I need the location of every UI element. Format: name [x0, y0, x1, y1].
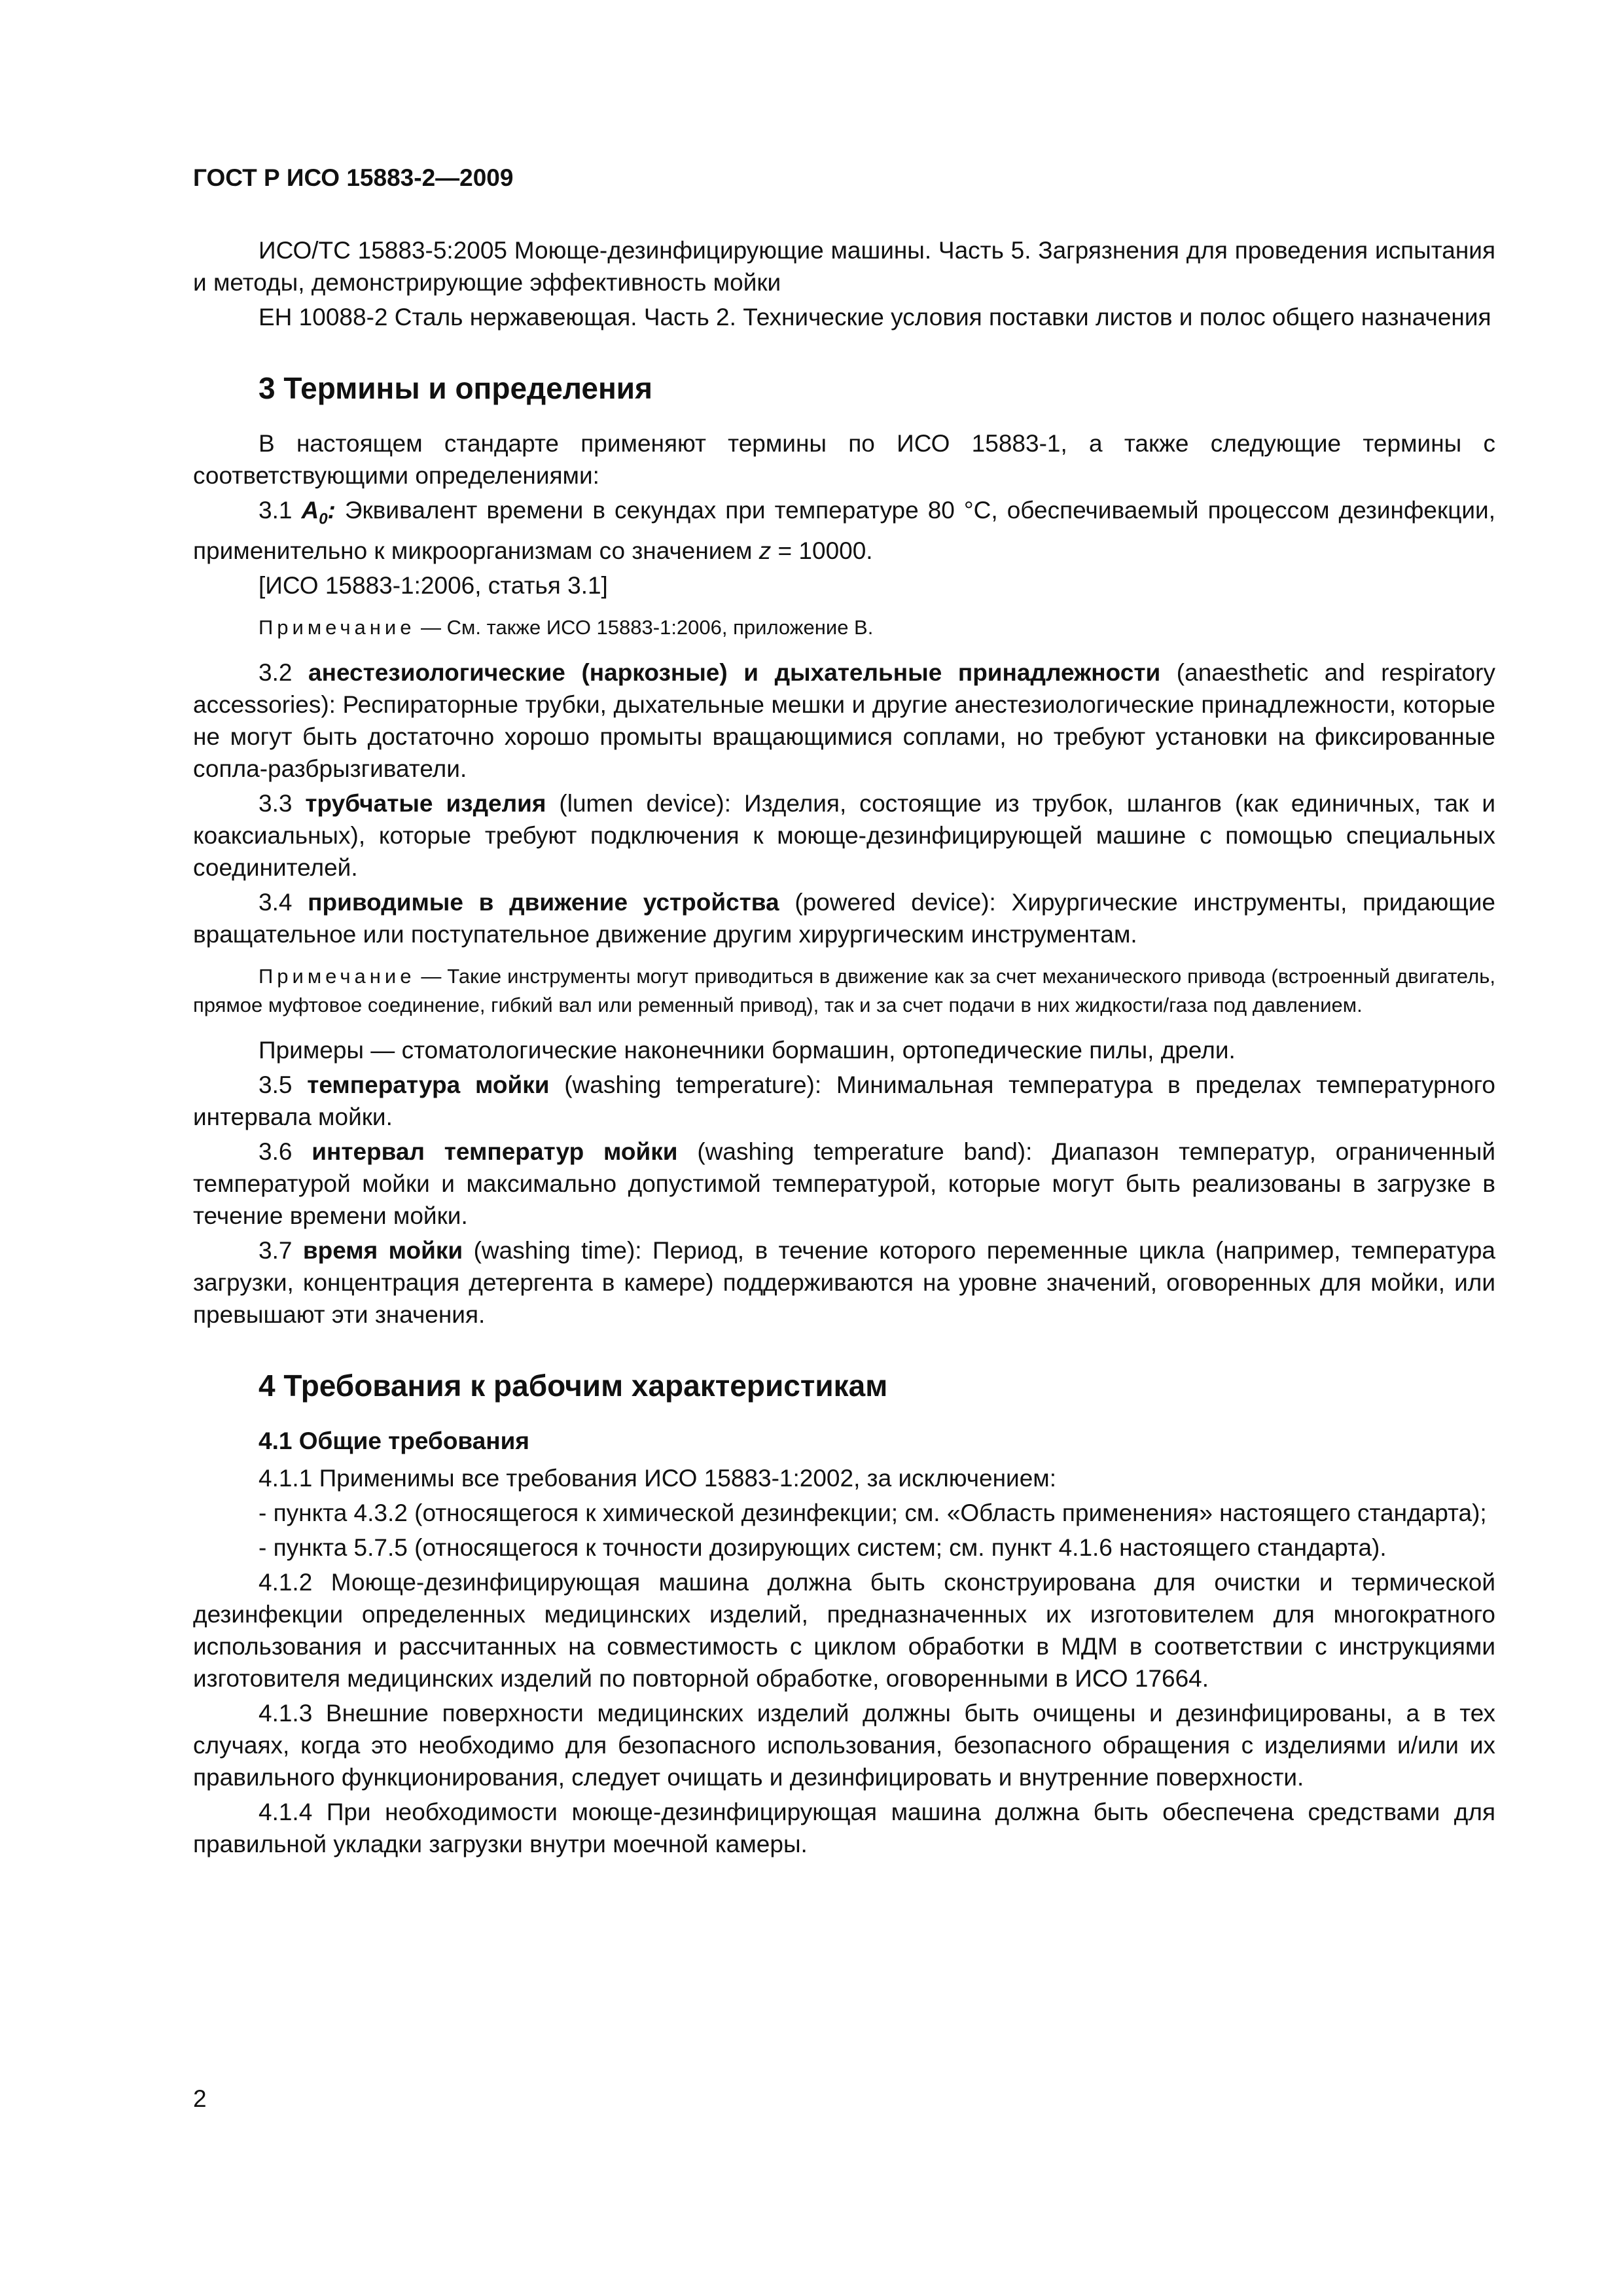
term-number: 3.1 — [259, 497, 302, 524]
term-definition: (washing temperature band): Диапазон температур, ограниченный температурой мойки и максимально допустимой температурой, которые могут быть реализованы в загрузке в течение времени мойки. — [193, 1138, 1495, 1230]
term-definition: (washing time): Период, в течение которого переменные цикла (например, температура загрузки, концентрация детергента в камере) поддерживаются на уровне значений, оговоренных для мойки, или превышают эти значения. — [193, 1237, 1495, 1329]
clause-4-1-3: 4.1.3 Внешние поверхности медицинских изделий должны быть очищены и дезинфицированы, а в тех случаях, когда это необходимо для безопасного использования, безопасного обращения с изделиями и/или их правильного функционирования, следует очищать и дезинфицировать и внутренние поверхности. — [193, 1700, 1495, 1791]
term-3-3: 3.3 трубчатые изделия (lumen device): Изделия, состоящие из трубок, шлангов (как единичных, так и коаксиальных), которые требуют подключения к моюще-дезинфицирующей машине с помощью специальных соединителей. — [193, 790, 1495, 882]
note-1 — [193, 613, 1495, 642]
note-text: — Такие инструменты могут приводиться в движение как за счет механического привода (встроенный двигатель, прямое муфтовое соединение, гибкий вал или ременный привод), так и за счет подачи в них жидкости/газа под давлением. — [193, 965, 1495, 1017]
reference-en-10088-2: ЕН 10088-2 Сталь нержавеющая. Часть 2. Технические условия поставки листов и полос общего назначения — [259, 304, 1491, 331]
clause-4-1-1: 4.1.1 Применимы все требования ИСО 15883-1:2002, за исключением: — [259, 1465, 1056, 1492]
section-4-title: 4 Требования к рабочим характеристикам — [259, 1369, 888, 1403]
clause-4-1-4: 4.1.4 При необходимости моюще-дезинфицирующая машина должна быть обеспечена средствами для правильной укладки загрузки внутри моечной камеры. — [193, 1799, 1495, 1858]
subsection-4-1-title: 4.1 Общие требования — [259, 1427, 529, 1455]
term-definition: (powered device): Хирургические инструменты, придающие вращательное или поступательное движение другим хирургическим инструментам. — [193, 889, 1495, 948]
note-text: — См. также ИСО 15883-1:2006, приложение В. — [415, 616, 874, 639]
page-number: 2 — [193, 2085, 207, 2112]
term-name: анестезиологические (наркозные) и дыхательные принадлежности — [308, 659, 1161, 687]
term-name: $A_0$: — [301, 497, 336, 528]
term-3-2: 3.2 анестезиологические (наркозные) и дыхательные принадлежности (anaesthetic and respiratory accessories): Респираторные трубки, дыхательные мешки и другие анестезиологические принадлежности, которые не могут быть достаточно хорошо промыты вращающимися соплами, но требуют установки на фиксированные сопла-разбрызгиватели. — [193, 659, 1496, 783]
document-header: ГОСТ Р ИСО 15883-2—2009 — [193, 164, 514, 191]
term-definition: (lumen device): Изделия, состоящие из трубок, шлангов (как единичных, так и коаксиальных), которые требуют подключения к моюще-дезинфицирующей машине с помощью специальных соединителей. — [193, 790, 1495, 882]
term-name: трубчатые изделия — [305, 790, 546, 817]
term-3-7: 3.7 время мойки (washing time): Период, в течение которого переменные цикла (например, температура загрузки, концентрация детергента в камере) поддерживаются на уровне значений, оговоренных для мойки, или превышают эти значения. — [193, 1237, 1495, 1329]
term-3-1-reference: [ИСО 15883-1:2006, статья 3.1] — [259, 572, 608, 600]
term-definition: (anaesthetic and respiratory accessories): Респираторные трубки, дыхательные мешки и другие анестезиологические принадлежности, которые не могут быть достаточно хорошо промыты вращающимися соплами, но требуют установки на фиксированные сопла-разбрызгиватели. — [193, 659, 1496, 783]
term-3-5: 3.5 температура мойки (washing temperature): Минимальная температура в пределах температурного интервала мойки. — [193, 1071, 1495, 1131]
note-2 — [193, 962, 1495, 1020]
section-3-title: 3 Термины и определения — [259, 371, 652, 405]
term-name: интервал температур мойки — [312, 1138, 678, 1166]
term-definition: (washing temperature): Минимальная температура в пределах температурного интервала мойки. — [193, 1071, 1495, 1131]
section-3-intro: В настоящем стандарте применяют термины по ИСО 15883-1, а также следующие термины с соответствующими определениями: — [193, 430, 1495, 489]
term-definition: Эквивалент времени в секундах при температуре 80 °С, обеспечиваемый процессом дезинфекции, применительно к микроорганизмам со значением — [193, 497, 1495, 565]
note-label: Примечание — [259, 965, 416, 988]
clause-4-1-2: 4.1.2 Моюще-дезинфицирующая машина должна быть сконструирована для очистки и термической дезинфекции определенных медицинских изделий, предназначенных их изготовителем для многократного использования и рассчитанных на совместимость с циклом обработки в МДМ в соответствии с инструкциями изготовителя медицинских изделий по повторной обработке, оговоренными в ИСО 17664. — [193, 1569, 1495, 1693]
variable-z: z — [758, 537, 772, 565]
term-name: приводимые в движение устройства — [308, 889, 779, 916]
exception-item-2: - пункта 5.7.5 (относящегося к точности дозирующих систем; см. пункт 4.1.6 настоящего стандарта). — [259, 1534, 1387, 1562]
document-page — [193, 164, 1495, 1863]
exception-item-1: - пункта 4.3.2 (относящегося к химической дезинфекции; см. «Область применения» настоящего стандарта); — [259, 1499, 1487, 1527]
term-3-1: 3.1 $A_0$: Эквивалент времени в секундах при температуре 80 °С, обеспечиваемый процессом дезинфекции, применительно к микроорганизмам со значением z = 10000. — [193, 497, 1495, 565]
term-3-4: 3.4 приводимые в движение устройства (powered device): Хирургические инструменты, придающие вращательное или поступательное движение другим хирургическим инструментам. — [193, 889, 1495, 948]
note-label: Примечание — [259, 616, 416, 639]
term-name: время мойки — [302, 1237, 463, 1265]
term-name: температура мойки — [307, 1071, 550, 1099]
reference-iso-ts-15883-5: ИСО/ТС 15883-5:2005 Моюще-дезинфицирующие машины. Часть 5. Загрязнения для проведения испытания и методы, демонстрирующие эффективность мойки — [193, 237, 1495, 296]
term-3-6: 3.6 интервал температур мойки (washing temperature band): Диапазон температур, ограниченный температурой мойки и максимально допустимой температурой, которые могут быть реализованы в загрузке в течение времени мойки. — [193, 1138, 1495, 1230]
examples: Примеры — стоматологические наконечники бормашин, ортопедические пилы, дрели. — [259, 1037, 1236, 1064]
